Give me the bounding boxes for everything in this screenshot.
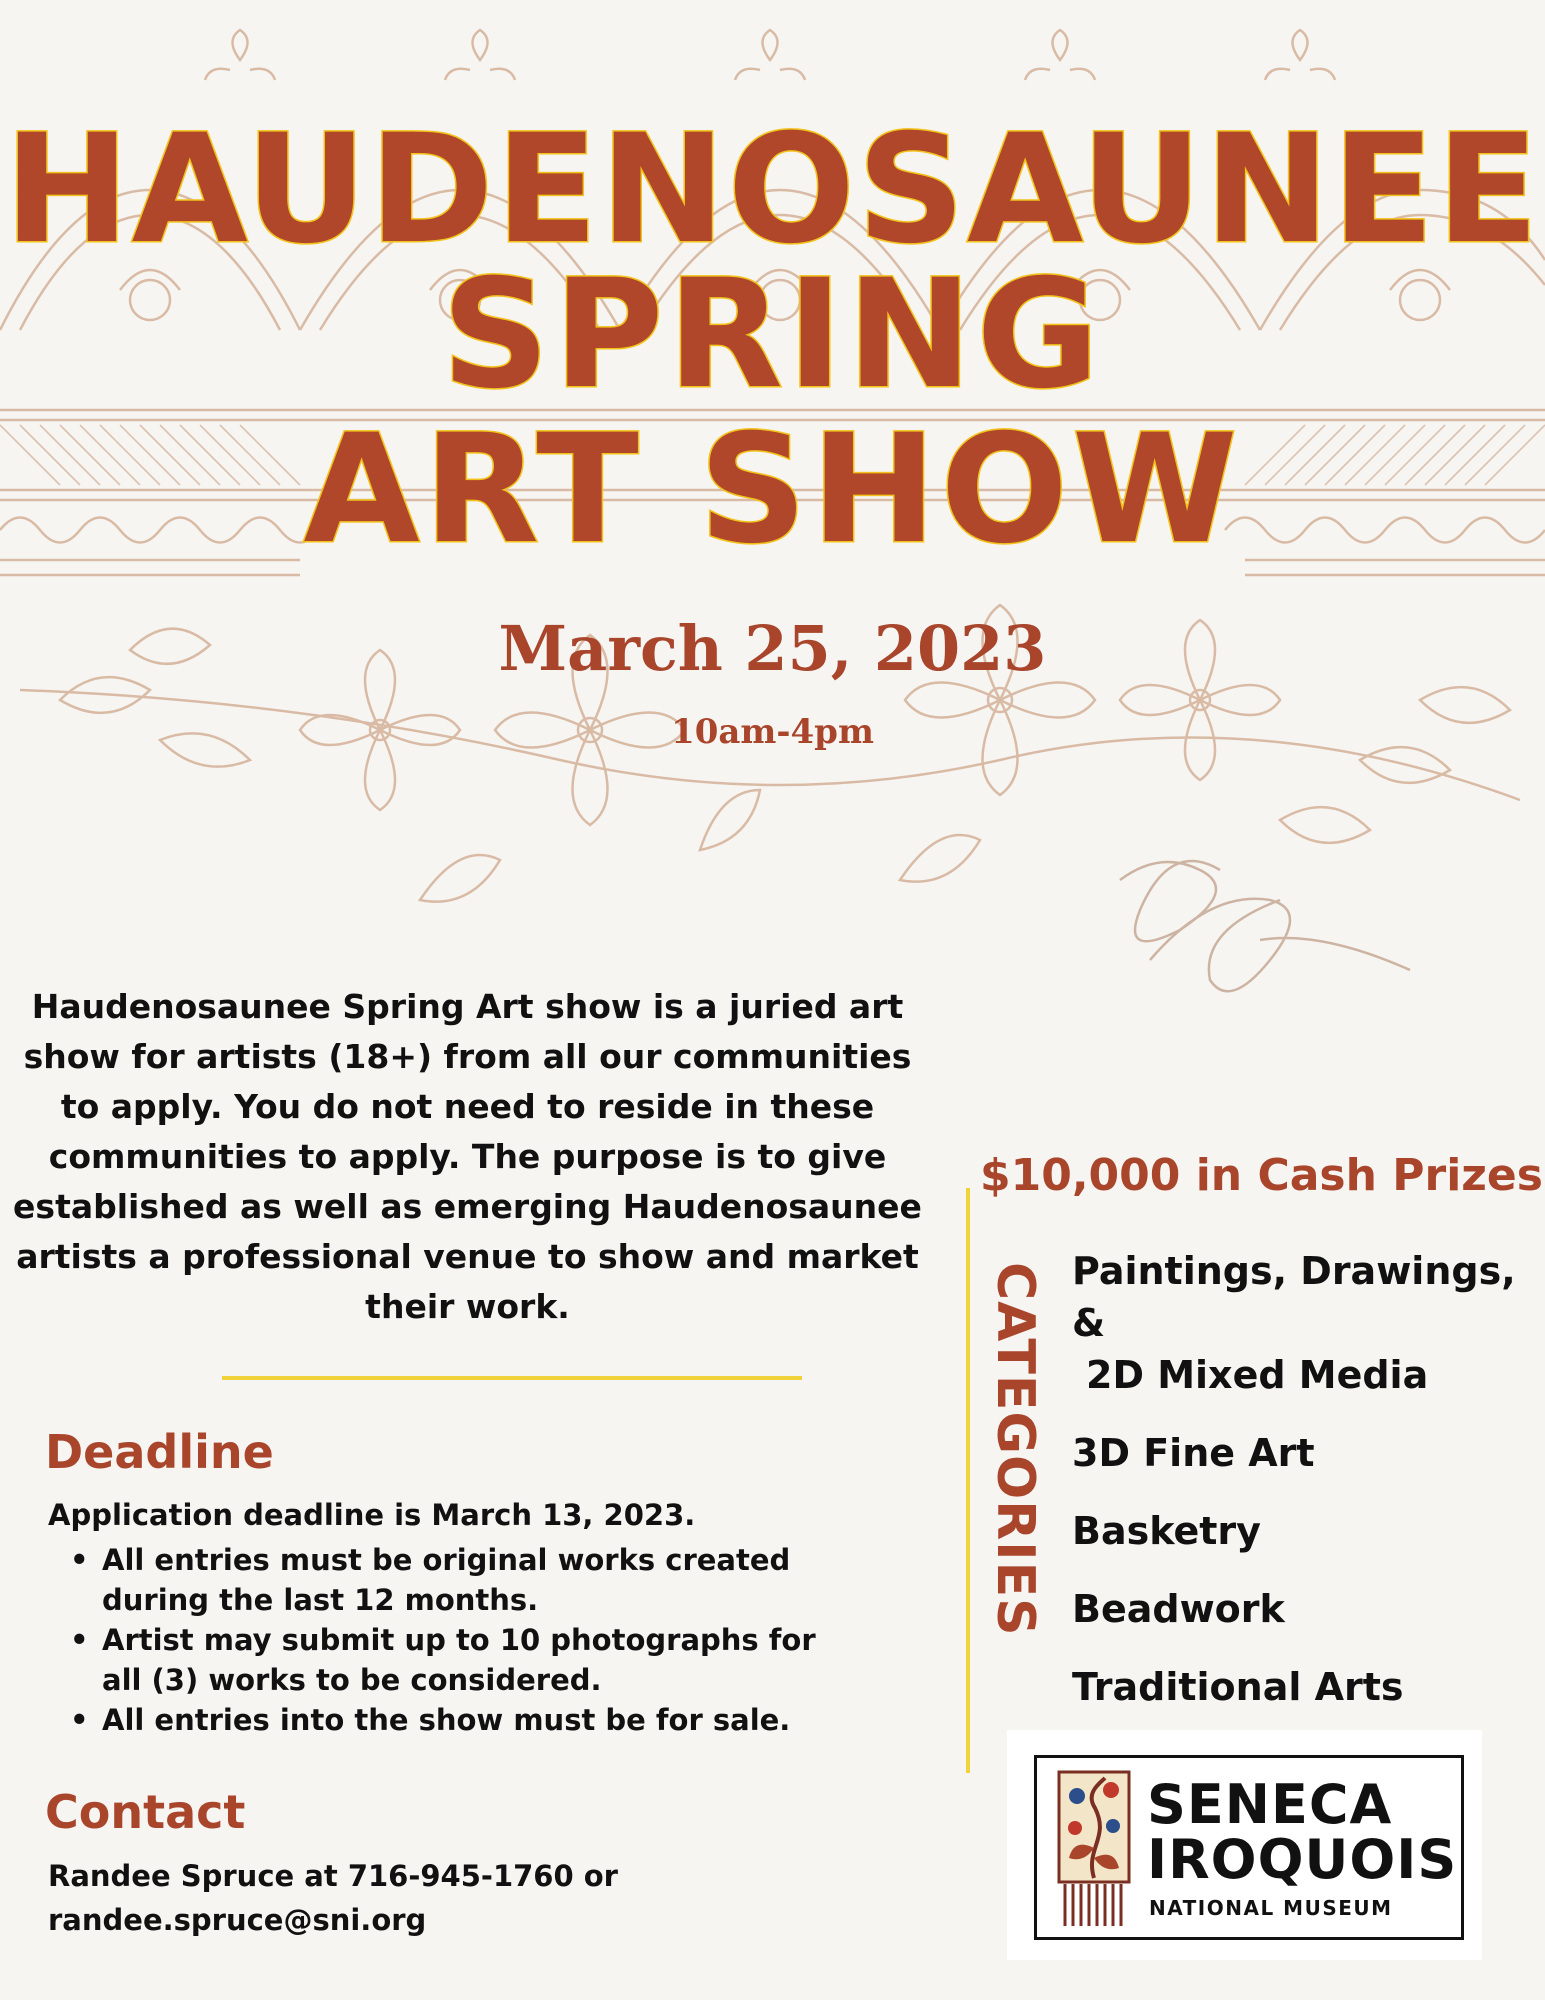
category-item: 3D Fine Art (1072, 1431, 1315, 1475)
categories-list (1072, 1245, 1542, 1739)
title-line-3: ART SHOW (303, 403, 1242, 577)
category-item: Traditional Arts (1072, 1665, 1404, 1709)
logo-word-seneca: SENECA (1147, 1773, 1393, 1836)
contact-heading: Contact (45, 1785, 246, 1839)
deadline-heading: Deadline (45, 1425, 274, 1479)
category-line: Paintings, Drawings, & (1072, 1249, 1516, 1345)
cash-prizes: $10,000 in Cash Prizes (980, 1150, 1543, 1201)
category-line: 2D Mixed Media (1086, 1353, 1429, 1397)
event-time: 10am-4pm (671, 712, 874, 752)
category-item (1072, 1245, 1542, 1401)
deadline-rule: • Artist may submit up to 10 photographs for all (3) works to be considered. (70, 1620, 850, 1700)
deadline-rule: • All entries must be original works created during the last 12 months. (70, 1540, 850, 1620)
title-line-2: SPRING (441, 248, 1104, 422)
deadline-text: Application deadline is March 13, 2023. (48, 1498, 696, 1532)
tree-emblem-icon (1055, 1768, 1133, 1930)
museum-logo-card (1007, 1730, 1482, 1960)
museum-logo (1034, 1755, 1464, 1940)
fleur-ornaments (205, 30, 1335, 80)
contact-info (48, 1854, 748, 1942)
category-item: Basketry (1072, 1509, 1261, 1553)
horizontal-divider (222, 1376, 802, 1380)
logo-word-iroquois: IROQUOIS (1147, 1828, 1458, 1891)
vertical-divider (966, 1188, 970, 1773)
deadline-rule: • All entries into the show must be for sale. (70, 1700, 850, 1740)
event-date: March 25, 2023 (498, 612, 1047, 685)
title-line-1: HAUDENOSAUNEE (4, 103, 1541, 277)
logo-word-national-museum: NATIONAL MUSEUM (1149, 1896, 1393, 1920)
contact-email[interactable]: randee.spruce@sni.org (48, 1903, 427, 1937)
category-item: Beadwork (1072, 1587, 1285, 1631)
deadline-rules-list (70, 1540, 850, 1740)
contact-phone-line: Randee Spruce at 716-945-1760 or (48, 1859, 618, 1893)
artist-signature (1120, 861, 1410, 991)
categories-label: CATEGORIES (985, 1262, 1045, 1637)
intro-paragraph: Haudenosaunee Spring Art show is a juried art show for artists (18+) from all our communities to apply. You do not need to reside in these communities to apply. The purpose is to give established as well as emerging Haudenosaunee artists a professional venue to show and market their work. (13, 987, 922, 1326)
